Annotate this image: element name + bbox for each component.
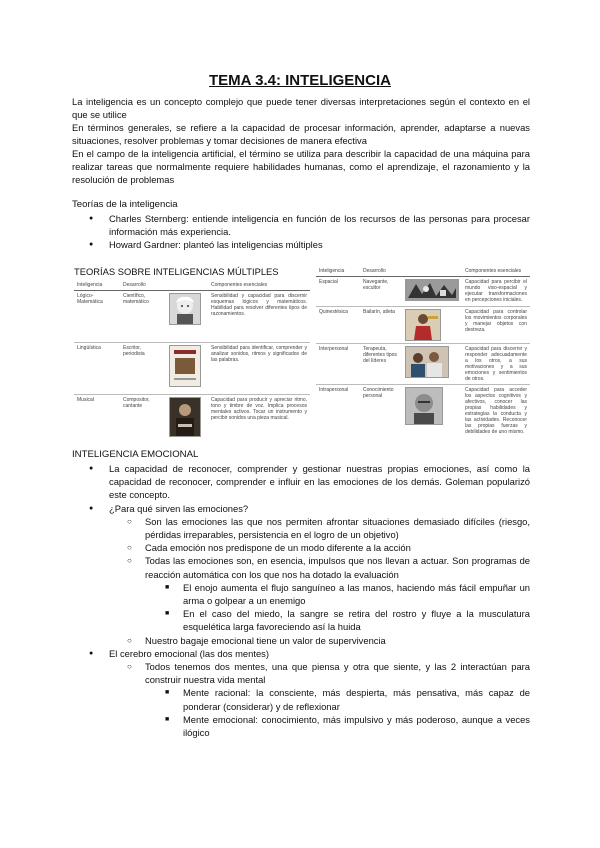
cell-name: Lógico-Matemática: [74, 291, 120, 343]
list-item: ○ Son las emociones las que nos permiten afrontar situaciones demasiado difíciles (riesgo, pérdidas irreparables, persistencia en el logro de un objetivo): [109, 515, 530, 541]
cell-desc: Sensibilidad para identificar, comprender y analizar sonidos, ritmos y significados de las palabras.: [208, 343, 310, 395]
list-item: [72, 647, 530, 739]
cell-desc: Capacidad para controlar los movimientos corporales y manejar objetos con destreza.: [462, 307, 530, 344]
theories-list: [72, 212, 530, 252]
einstein-photo: [169, 293, 201, 325]
column-header: Inteligencia: [316, 266, 360, 277]
list-item-label: El cerebro emocional (las dos mentes): [109, 647, 269, 659]
cell-name: Quinestésica: [316, 307, 360, 344]
list-item: [72, 502, 530, 647]
athlete-photo: [405, 309, 441, 341]
list-item: ○ Nuestro bagaje emocional tiene un valor de supervivencia: [109, 634, 530, 647]
emotional-heading: INTELIGENCIA EMOCIONAL: [72, 449, 199, 460]
multiple-intelligences-heading: TEORÍAS SOBRE INTELIGENCIAS MÚLTIPLES: [74, 266, 279, 277]
list-item: [109, 660, 530, 739]
list-item: [109, 554, 530, 633]
list-item: ● Charles Sternberg: entiende inteligencia en función de los recursos de las personas para procesar información más experiencia.: [72, 212, 530, 238]
column-header: Componentes esenciales: [208, 280, 310, 291]
column-header: Inteligencia: [74, 280, 120, 291]
column-header: Desarrollo: [360, 266, 402, 277]
table-row: [74, 291, 310, 343]
list-item: ■ En el caso del miedo, la sangre se retira del rostro y fluye a la musculatura esquelética larga favoreciendo así la huida: [145, 607, 530, 633]
book-cover-image: [169, 345, 201, 387]
cell-name: Interpersonal: [316, 344, 360, 385]
cell-dev: Navegante, escultor: [360, 277, 402, 307]
list-item: ● La capacidad de reconocer, comprender y gestionar nuestras propias emociones, así como la capacidad de reconocer, comprender e influir en las emociones de los demás. Goleman popularizó este concepto.: [72, 462, 530, 502]
table-row: [316, 307, 530, 344]
right-intelligences-table: [316, 266, 530, 437]
cell-desc: Capacidad para acceder los aspectos cognitivos y afectivos, conocer las propias habilidades y estrategias la conducta y las actividades. Reconocer las propias fuerzas y debilidades de uno mismo.: [465, 387, 527, 435]
cell-name: Musical: [77, 397, 94, 403]
cell-dev: Científico, matemático: [120, 291, 166, 343]
cell-desc: Capacidad para percibir el mundo viso-espacial y ejecutar transformaciones en percepciones iniciales.: [462, 277, 530, 307]
page-title: TEMA 3.4: INTELIGENCIA: [209, 72, 391, 89]
portrait-photo: [405, 387, 443, 425]
list-item-label: Todas las emociones son, en esencia, impulsos que nos llevan a actuar. Son programas de reacción automática con los que nos ha dotado la evaluación: [145, 555, 530, 580]
group-photo: [405, 346, 449, 378]
cell-desc: Capacidad para producir y apreciar ritmo, tono y timbre de voz. Implica procesos mentales activos. Tocar un instrumento y percibir sonidos una pieza musical.: [211, 397, 307, 421]
emotional-list: [72, 462, 530, 739]
table-row: [74, 343, 310, 395]
cell-name: Intrapersonal: [319, 387, 349, 393]
cell-name: Espacial: [316, 277, 360, 307]
table-row: [74, 395, 310, 447]
cell-dev: Escritor, periodista: [120, 343, 166, 395]
column-header: Desarrollo: [120, 280, 166, 291]
list-item: ● Howard Gardner: planteó las inteligencias múltiples: [72, 238, 530, 251]
table-row: [316, 277, 530, 307]
cell-dev: Bailarín, atleta: [360, 307, 402, 344]
intro-paragraph-2: En términos generales, se refiere a la capacidad de procesar información, aprender, adaptarse a nuevas situaciones, resolver problemas y tomar decisiones de manera efectiva: [72, 122, 530, 147]
list-item: ■ Mente racional: la consciente, más despierta, más pensativa, más capaz de ponderar (considerar) y de reflexionar: [145, 686, 530, 712]
cell-dev: Conocimiento personal: [363, 387, 394, 399]
intro-paragraph-1: La inteligencia es un concepto complejo que puede tener diversas interpretaciones según el contexto en el que se utilice: [72, 96, 530, 121]
cell-desc: Capacidad para discernir y responder adecuadamente a los otros, a sus motivaciones y a sus emociones y sentimientos de otros.: [462, 344, 530, 385]
cell-name: Lingüística: [74, 343, 120, 395]
intro-paragraph-3: En el campo de la inteligencia artificial, el término se utiliza para describir la capacidad de una máquina para realizar tareas que normalmente requiere habilidades humanas, como el aprendizaje, el razonamiento y la resolución de problemas: [72, 148, 530, 186]
musician-photo: [169, 397, 201, 437]
list-item: ■ El enojo aumenta el flujo sanguíneo a las manos, haciendo más fácil empuñar un arma o golpear a un enemigo: [145, 581, 530, 607]
cell-dev: Compositor, cantante: [123, 397, 150, 409]
list-item: ○ Cada emoción nos predispone de un modo diferente a la acción: [109, 541, 530, 554]
list-item-label: Todos tenemos dos mentes, una que piensa y otra que siente, y las 2 interactúan para construir nuestra vida mental: [145, 661, 530, 686]
left-intelligences-table: [74, 280, 310, 447]
cell-dev: Terapeuta, diferentes tipos del líderes: [360, 344, 402, 385]
list-item: ■ Mente emocional: conocimiento, más impulsivo y más poderoso, aunque a veces ilógico: [145, 713, 530, 739]
guernica-painting: [405, 279, 459, 301]
theories-heading: Teorías de la inteligencia: [72, 199, 178, 210]
cell-desc: Sensibilidad y capacidad para discernir esquemas lógicos y matemáticos. Habilidad para resolver diferentes tipos de razonamientos.: [208, 291, 310, 343]
list-item-label: ¿Para qué sirven las emociones?: [109, 502, 249, 514]
table-row: [316, 385, 530, 438]
column-header: Componentes esenciales: [462, 266, 530, 277]
table-row: [316, 344, 530, 385]
